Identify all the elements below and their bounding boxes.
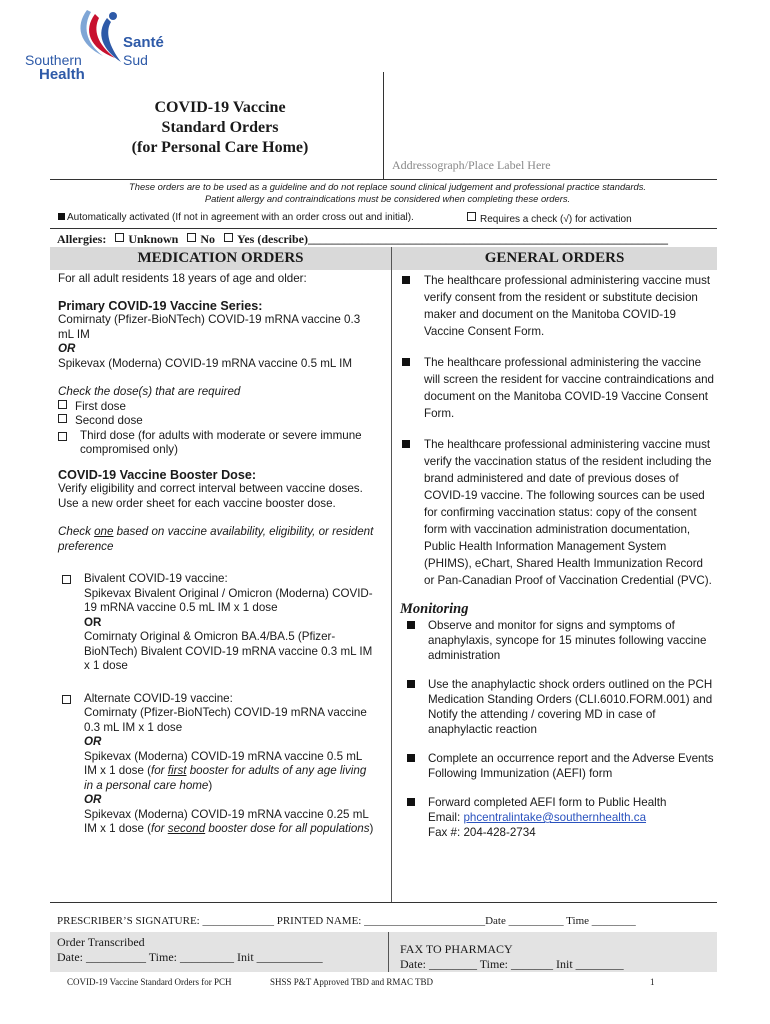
email-link[interactable]: phcentralintake@southernhealth.ca bbox=[463, 811, 647, 824]
logo-sud: Sud bbox=[123, 52, 148, 68]
email-label: Email: bbox=[428, 811, 464, 824]
dose-second-label: Second dose bbox=[75, 414, 143, 427]
bivalent-option bbox=[58, 572, 376, 674]
dose-first-label: First dose bbox=[75, 399, 126, 413]
medication-intro: For all adult residents 18 years of age and older: bbox=[58, 272, 307, 285]
fax-pharmacy-title: FAX TO PHARMACY bbox=[400, 942, 513, 956]
check-one-b: based on vaccine availability, eligibility, or resident preference bbox=[58, 525, 374, 553]
primary-series-title: Primary COVID-19 Vaccine Series: bbox=[58, 298, 263, 313]
alternate-moderna-second bbox=[84, 808, 376, 837]
fax-pharmacy-line[interactable]: Date: ________ Time: _______ Init ________ bbox=[400, 957, 624, 971]
general-orders bbox=[400, 272, 715, 840]
southern-health-logo bbox=[25, 8, 175, 83]
page-title bbox=[110, 98, 330, 158]
logo-southern: Southern bbox=[25, 52, 82, 68]
alt3-u: second bbox=[167, 822, 206, 835]
alternate-moderna-first bbox=[84, 750, 376, 794]
general-order-consent bbox=[400, 272, 715, 340]
legend-auto bbox=[58, 212, 414, 223]
logo-sante: Santé bbox=[123, 34, 164, 51]
bullet-square-icon bbox=[402, 440, 410, 448]
mon-4: Forward completed AEFI form to Public Health bbox=[428, 796, 667, 809]
check-one-text bbox=[58, 525, 376, 554]
signature-top-divider bbox=[50, 902, 717, 903]
footer-approval: SHSS P&T Approved TBD and RMAC TBD bbox=[270, 977, 434, 987]
alternate-option bbox=[58, 692, 376, 837]
alt3-d: ) bbox=[369, 822, 374, 835]
legend-divider bbox=[50, 228, 717, 229]
disclaimer-line-2: Patient allergy and contraindications must be considered when completing these orders. bbox=[204, 193, 571, 204]
bullet-square-icon bbox=[402, 276, 410, 284]
mon-3: Complete an occurrence report and the Adverse Events Following Immunization (AEFI) form bbox=[428, 752, 714, 780]
addressograph-label: Addressograph/Place Label Here bbox=[392, 158, 551, 172]
booster-title: COVID-19 Vaccine Booster Dose: bbox=[58, 467, 257, 482]
legend-auto-text: Automatically activated (If not in agreement with an order cross out and initial). bbox=[67, 212, 414, 223]
or-label: OR bbox=[84, 793, 102, 806]
check-one-a: Check bbox=[58, 525, 95, 538]
logo-health: Health bbox=[39, 66, 85, 83]
bivalent-title: Bivalent COVID-19 vaccine: bbox=[84, 572, 228, 585]
alt3-a: Spikevax (Moderna) COVID-19 mRNA vaccine 0.25 mL IM x 1 dose ( bbox=[84, 807, 369, 835]
dose-first-checkbox[interactable] bbox=[58, 400, 67, 409]
transcription-box bbox=[50, 932, 717, 972]
legend-check bbox=[467, 212, 632, 225]
or-label: OR bbox=[84, 615, 102, 629]
addressograph-divider bbox=[383, 72, 384, 180]
dose-third-checkbox[interactable] bbox=[58, 432, 67, 441]
email-row bbox=[428, 810, 715, 825]
bullet-square-icon bbox=[407, 754, 415, 762]
bullet-square-icon bbox=[407, 621, 415, 629]
check-doses-label: Check the dose(s) that are required bbox=[58, 385, 241, 398]
fax-number: Fax #: 204-428-2734 bbox=[428, 826, 536, 839]
alt2-c: booster for adults of any age living in a personal care home bbox=[84, 764, 367, 792]
bivalent-checkbox[interactable] bbox=[62, 575, 71, 584]
dose-third bbox=[58, 429, 376, 458]
primary-option-pfizer: Comirnaty (Pfizer-BioNTech) COVID-19 mRNA vaccine 0.3 mL IM bbox=[58, 313, 361, 341]
mon-1: Observe and monitor for signs and symptoms of anaphylaxis, syncope for 15 minutes following vaccine administration bbox=[428, 619, 707, 662]
transcription-divider bbox=[388, 932, 389, 972]
allergies-yes-label: Yes (describe)____________________________________________________________ bbox=[237, 232, 668, 246]
dose-second-checkbox[interactable] bbox=[58, 414, 67, 423]
allergies-no-checkbox[interactable] bbox=[187, 233, 196, 242]
general-item-2: The healthcare professional administering the vaccine will screen the resident for vaccine contraindications and document on the Manitoba COVID-19 Vaccine Consent Form. bbox=[424, 356, 714, 420]
booster-text: Verify eligibility and correct interval between vaccine doses. Use a new order sheet for each vaccine booster dose. bbox=[58, 482, 363, 510]
monitoring-occurrence bbox=[400, 751, 715, 781]
alternate-title: Alternate COVID-19 vaccine: bbox=[84, 691, 233, 705]
alt2-a: Spikevax (Moderna) COVID-19 mRNA vaccine 0.5 mL IM x 1 dose ( bbox=[84, 749, 362, 777]
bullet-square-icon bbox=[402, 358, 410, 366]
header-divider bbox=[50, 179, 717, 180]
primary-option-moderna: Spikevax (Moderna) COVID-19 mRNA vaccine 0.5 mL IM bbox=[58, 356, 353, 370]
mon-2: Use the anaphylactic shock orders outlined on the PCH Medication Standing Orders (CLI.6010.FORM.001) and Notify the attending / covering MD in case of anaphylactic reaction bbox=[428, 678, 713, 736]
footer-form-name: COVID-19 Vaccine Standard Orders for PCH bbox=[67, 977, 232, 987]
dose-first bbox=[58, 400, 376, 415]
alternate-checkbox[interactable] bbox=[62, 695, 71, 704]
order-transcribed-line[interactable]: Date: __________ Time: _________ Init ___________ bbox=[57, 950, 323, 964]
bivalent-moderna: Spikevax Bivalent Original / Omicron (Moderna) COVID-19 mRNA vaccine 0.5 mL IM x 1 dose bbox=[84, 586, 373, 614]
page-number: 1 bbox=[650, 977, 655, 987]
filled-square-icon bbox=[58, 213, 65, 220]
alt2-b: for bbox=[151, 764, 168, 777]
general-item-1: The healthcare professional administering vaccine must verify consent from the resident or substitute decision maker and document on the Manitoba COVID-19 Vaccine Consent Form. bbox=[424, 274, 711, 338]
monitoring-forward bbox=[400, 795, 715, 840]
allergies-no-label: No bbox=[200, 232, 216, 246]
allergies-unknown-checkbox[interactable] bbox=[115, 233, 124, 242]
checkbox-icon bbox=[467, 212, 476, 221]
allergies-yes-checkbox[interactable] bbox=[224, 233, 233, 242]
monitoring-title: Monitoring bbox=[400, 601, 469, 617]
dose-third-label: Third dose (for adults with moderate or severe immune compromised only) bbox=[80, 428, 362, 456]
alt2-u: first bbox=[167, 764, 187, 777]
legend-check-text: Requires a check (√) for activation bbox=[480, 214, 632, 225]
order-transcribed-title: Order Transcribed bbox=[57, 935, 145, 949]
title-line-1: COVID-19 Vaccine bbox=[154, 99, 286, 116]
bivalent-pfizer: Comirnaty Original & Omicron BA.4/BA.5 (Pfizer-BioNTech) Bivalent COVID-19 mRNA vaccine 0.3 mL IM x 1 dose bbox=[84, 630, 373, 672]
alt3-b: for bbox=[151, 822, 168, 835]
bullet-square-icon bbox=[407, 680, 415, 688]
or-label: OR bbox=[58, 342, 76, 355]
title-line-3: (for Personal Care Home) bbox=[131, 139, 309, 156]
allergies-row bbox=[57, 232, 674, 247]
alt2-d: ) bbox=[208, 778, 213, 792]
general-order-screen bbox=[400, 354, 715, 422]
bullet-square-icon bbox=[407, 798, 415, 806]
dose-second bbox=[58, 414, 376, 429]
monitoring-shock-orders bbox=[400, 677, 715, 737]
check-one-u: one bbox=[94, 525, 114, 538]
disclaimer-line-1: These orders are to be used as a guideline and do not replace sound clinical judgement and professional practice standards. bbox=[129, 181, 646, 192]
or-label: OR bbox=[84, 735, 102, 748]
allergies-unknown-label: Unknown bbox=[128, 232, 179, 246]
column-divider bbox=[391, 247, 392, 902]
disclaimer bbox=[60, 181, 715, 205]
general-item-3: The healthcare professional administering vaccine must verify the vaccination status of the resident including the brand administered and date of previous doses of COVID-19 vaccine. The following sources can be used for confirming vaccination status: copy of the consent form with vaccination administration documentation, Public Health Information Management System (PHIMS), eChart, Shared Health Immunization Record or Pan-Canadian Proof of Vaccination Credential (PVC). bbox=[424, 438, 712, 587]
monitoring-observe bbox=[400, 618, 715, 663]
allergies-label: Allergies: bbox=[57, 232, 107, 246]
medication-orders bbox=[58, 272, 376, 837]
general-orders-header: GENERAL ORDERS bbox=[392, 247, 717, 270]
title-line-2: Standard Orders bbox=[161, 119, 279, 136]
medication-orders-header: MEDICATION ORDERS bbox=[50, 247, 391, 270]
general-order-status bbox=[400, 436, 715, 589]
signature-row[interactable]: PRESCRIBER’S SIGNATURE: _____________ PRINTED NAME: ______________________Date __________ Time ________ bbox=[57, 915, 636, 927]
alt3-c: booster dose for all populations bbox=[205, 822, 370, 835]
alternate-pfizer: Comirnaty (Pfizer-BioNTech) COVID-19 mRNA vaccine 0.3 mL IM x 1 dose bbox=[84, 706, 367, 734]
